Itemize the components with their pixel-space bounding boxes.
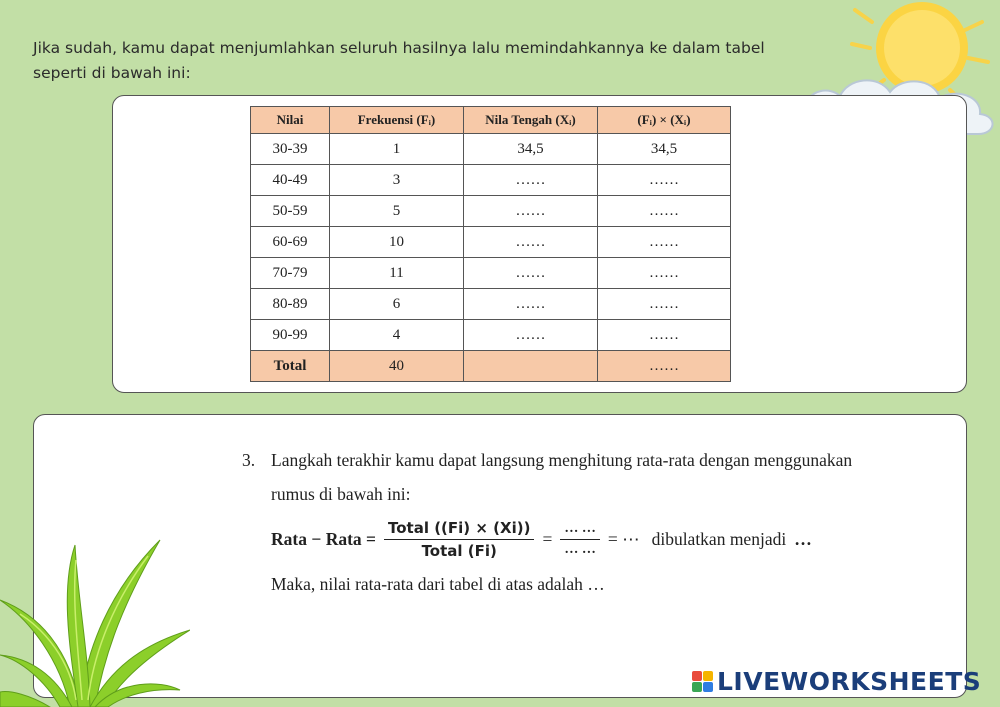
cell-nilai-tengah-blank[interactable]: …… xyxy=(464,320,598,351)
cell-total-empty xyxy=(464,351,598,382)
cell-nilai: 40-49 xyxy=(251,165,330,196)
step-text-line1: Langkah terakhir kamu dapat langsung menghitung rata-rata dengan menggunakan xyxy=(271,450,853,470)
cell-frekuensi: 6 xyxy=(330,289,464,320)
logo-mark-icon xyxy=(692,671,713,692)
cell-total-label: Total xyxy=(251,351,330,382)
table-row xyxy=(251,165,731,196)
table-row xyxy=(251,258,731,289)
cell-fi-xi-blank[interactable]: …… xyxy=(598,196,731,227)
cell-nilai-tengah-blank[interactable]: …… xyxy=(464,289,598,320)
table-row xyxy=(251,289,731,320)
table-total-row xyxy=(251,351,731,382)
equals-sign: = xyxy=(542,528,553,549)
blank-fraction[interactable] xyxy=(560,521,600,558)
formula-label: Rata − Rata = xyxy=(271,528,376,549)
cell-nilai: 30-39 xyxy=(251,134,330,165)
table-row xyxy=(251,196,731,227)
cell-nilai-tengah-blank[interactable]: …… xyxy=(464,227,598,258)
cell-nilai: 60-69 xyxy=(251,227,330,258)
logo-text: LIVEWORKSHEETS xyxy=(717,667,982,696)
cell-nilai-tengah: 34,5 xyxy=(464,134,598,165)
cell-nilai: 70-79 xyxy=(251,258,330,289)
table-row xyxy=(251,320,731,351)
formula-numerator: Total ((Fi) × (Xi)) xyxy=(384,519,534,540)
cell-fi-xi-blank[interactable]: …… xyxy=(598,165,731,196)
intro-text: Jika sudah, kamu dapat menjumlahkan seluruh hasilnya lalu memindahkannya ke dalam tabel seperti di bawah ini: xyxy=(33,39,765,82)
cell-fi-xi-blank[interactable]: …… xyxy=(598,289,731,320)
cell-fi-xi-blank[interactable]: …… xyxy=(598,320,731,351)
header-nilai: Nilai xyxy=(251,107,330,134)
step-text-line2: rumus di bawah ini: xyxy=(271,484,411,504)
result-blank[interactable]: = ⋯ xyxy=(607,528,640,549)
plant-icon xyxy=(0,530,190,707)
cell-fi-xi-blank[interactable]: …… xyxy=(598,227,731,258)
cell-fi-xi: 34,5 xyxy=(598,134,731,165)
cell-nilai-tengah-blank[interactable]: …… xyxy=(464,196,598,227)
cell-frekuensi: 4 xyxy=(330,320,464,351)
cell-fi-xi-blank[interactable]: …… xyxy=(598,258,731,289)
cell-total-frekuensi: 40 xyxy=(330,351,464,382)
step-number: 3. xyxy=(242,450,256,470)
mean-formula xyxy=(271,512,891,566)
cell-nilai-tengah-blank[interactable]: …… xyxy=(464,165,598,196)
cell-frekuensi: 3 xyxy=(330,165,464,196)
cell-frekuensi: 11 xyxy=(330,258,464,289)
cell-frekuensi: 1 xyxy=(330,134,464,165)
rounded-value-blank[interactable]: … xyxy=(794,528,812,549)
rounded-text: dibulatkan menjadi xyxy=(651,528,787,549)
cell-nilai: 80-89 xyxy=(251,289,330,320)
table-row xyxy=(251,134,731,165)
table-header-row xyxy=(251,107,731,134)
blank-numerator[interactable]: … … xyxy=(560,521,600,540)
cell-nilai: 90-99 xyxy=(251,320,330,351)
cell-frekuensi: 5 xyxy=(330,196,464,227)
conclusion-text: Maka, nilai rata-rata dari tabel di atas adalah … xyxy=(271,574,605,594)
frequency-table xyxy=(250,106,731,382)
header-fi-xi: (Fᵢ) × (Xᵢ) xyxy=(598,107,731,134)
cell-frekuensi: 10 xyxy=(330,227,464,258)
liveworksheets-logo[interactable] xyxy=(692,667,981,696)
table-row xyxy=(251,227,731,258)
header-frekuensi: Frekuensi (Fᵢ) xyxy=(330,107,464,134)
formula-denominator: Total (Fi) xyxy=(421,541,497,560)
header-nilai-tengah: Nila Tengah (Xᵢ) xyxy=(464,107,598,134)
cell-nilai: 50-59 xyxy=(251,196,330,227)
formula-fraction xyxy=(384,519,534,560)
cell-nilai-tengah-blank[interactable]: …… xyxy=(464,258,598,289)
cell-total-fi-xi-blank[interactable]: …… xyxy=(598,351,731,382)
blank-denominator[interactable]: … … xyxy=(564,541,596,557)
